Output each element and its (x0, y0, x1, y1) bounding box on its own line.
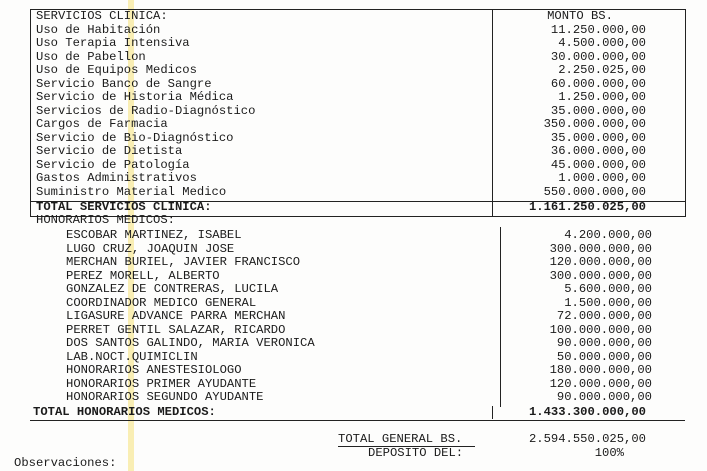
clinic-item-label: Servicio Banco de Sangre (36, 76, 212, 91)
clinic-item-amount: 35.000.000,00 (550, 103, 646, 118)
clinic-item-label: Servicios de Radio-Diagnóstico (36, 103, 256, 118)
clinic-item-amount: 35.000.000,00 (550, 130, 646, 145)
clinic-item-amount: 30.000.000,00 (550, 49, 646, 64)
honorarios-bottom-border (30, 420, 685, 421)
clinic-item-label: Servicio de Historia Médica (36, 90, 234, 104)
clinic-item-amount: 350.000.000,00 (543, 117, 646, 131)
honorarios-item-amount: 50.000.000,00 (556, 349, 652, 364)
honorarios-item-label: ESCOBAR MARTINEZ, ISABEL (66, 228, 242, 242)
honorarios-item-label: PERRET GENTIL SALAZAR, RICARDO (66, 322, 286, 337)
clinic-item-amount: 1.000.000,00 (558, 171, 646, 185)
amount-column-header: MONTO BS. (547, 9, 613, 23)
clinic-item-label: Uso de Equipos Medicos (36, 63, 197, 77)
honorarios-item-amount: 72.000.000,00 (556, 309, 652, 323)
clinic-item-amount: 11.250.000,00 (550, 22, 646, 37)
deposito-label: DEPOSITO DEL: (368, 446, 464, 460)
honorarios-header-label: HONORARIOS MEDICOS: (36, 213, 175, 227)
clinic-item-amount: 1.250.000,00 (558, 90, 646, 104)
honorarios-item-amount: 120.000.000,00 (549, 376, 652, 391)
honorarios-item-amount: 1.500.000,00 (564, 295, 652, 310)
observaciones-label: Observaciones: (14, 456, 117, 470)
deposito-value: 100% (594, 446, 624, 460)
honorarios-item-amount: 4.200.000,00 (564, 228, 652, 242)
honorarios-item-label: GONZALEZ DE CONTRERAS, LUCILA (66, 282, 279, 296)
clinic-item-label: Servicio de Dietista (36, 144, 183, 158)
honorarios-item-label: MERCHAN BURIEL, JAVIER FRANCISCO (66, 255, 301, 269)
honorarios-total-label: TOTAL HONORARIOS MEDICOS: (33, 405, 216, 419)
clinic-item-amount: 45.000.000,00 (550, 157, 646, 172)
honorarios-item-amount: 300.000.000,00 (549, 268, 652, 283)
honorarios-item-label: LIGASURE ADVANCE PARRA MERCHAN (66, 309, 286, 323)
clinic-left-border (30, 9, 31, 217)
clinic-total-amount: 1.161.250.025,00 (528, 200, 646, 214)
honorarios-item-label: PEREZ MORELL, ALBERTO (66, 268, 220, 283)
honorarios-item-amount: 100.000.000,00 (549, 322, 652, 337)
honorarios-item-label: LUGO CRUZ, JOAQUIN JOSE (66, 241, 235, 256)
clinic-item-amount: 2.250.025,00 (558, 63, 646, 77)
honorarios-item-label: LAB.NOCT.QUIMICLIN (66, 349, 198, 364)
clinic-item-label: Cargos de Farmacia (36, 117, 168, 131)
total-general-label: TOTAL GENERAL BS. (338, 432, 463, 446)
honorarios-item-label: HONORARIOS SEGUNDO AYUDANTE (66, 390, 264, 404)
clinic-right-border (685, 9, 686, 217)
clinic-total-label: TOTAL SERVICIOS CLINICA: (36, 200, 212, 214)
honorarios-item-amount: 300.000.000,00 (549, 241, 652, 256)
honorarios-item-amount: 120.000.000,00 (549, 255, 652, 269)
honorarios-item-label: HONORARIOS ANESTESIOLOGO (66, 363, 242, 377)
honorarios-item-amount: 90.000.000,00 (556, 390, 652, 404)
honorarios-item-label: HONORARIOS PRIMER AYUDANTE (66, 376, 257, 391)
clinic-item-label: Suministro Material Medico (36, 184, 227, 199)
clinic-item-label: Servicio de Patología (36, 157, 190, 172)
honorarios-total-amount: 1.433.300.000,00 (528, 405, 646, 419)
clinic-item-label: Servicio de Bio-Diagnóstico (36, 130, 234, 145)
clinic-item-amount: 4.500.000,00 (558, 36, 646, 50)
clinic-item-amount: 60.000.000,00 (550, 76, 646, 91)
clinic-item-label: Uso de Habitación (36, 22, 161, 37)
honorarios-item-amount: 90.000.000,00 (556, 336, 652, 350)
clinic-item-amount: 550.000.000,00 (543, 184, 646, 199)
honorarios-item-label: DOS SANTOS GALINDO, MARIA VERONICA (66, 336, 315, 350)
clinic-item-amount: 36.000.000,00 (550, 144, 646, 158)
honorarios-item-amount: 180.000.000,00 (549, 363, 652, 377)
clinic-item-label: Gastos Administrativos (36, 171, 197, 185)
clinic-item-label: Uso Terapia Intensiva (36, 36, 190, 50)
honorarios-item-amount: 5.600.000,00 (564, 282, 652, 296)
honorarios-item-label: COORDINADOR MEDICO GENERAL (66, 295, 257, 310)
clinic-header-label: SERVICIOS CLINICA: (36, 9, 168, 23)
clinic-item-label: Uso de Pabellon (36, 49, 146, 64)
total-general-amount: 2.594.550.025,00 (528, 432, 646, 446)
